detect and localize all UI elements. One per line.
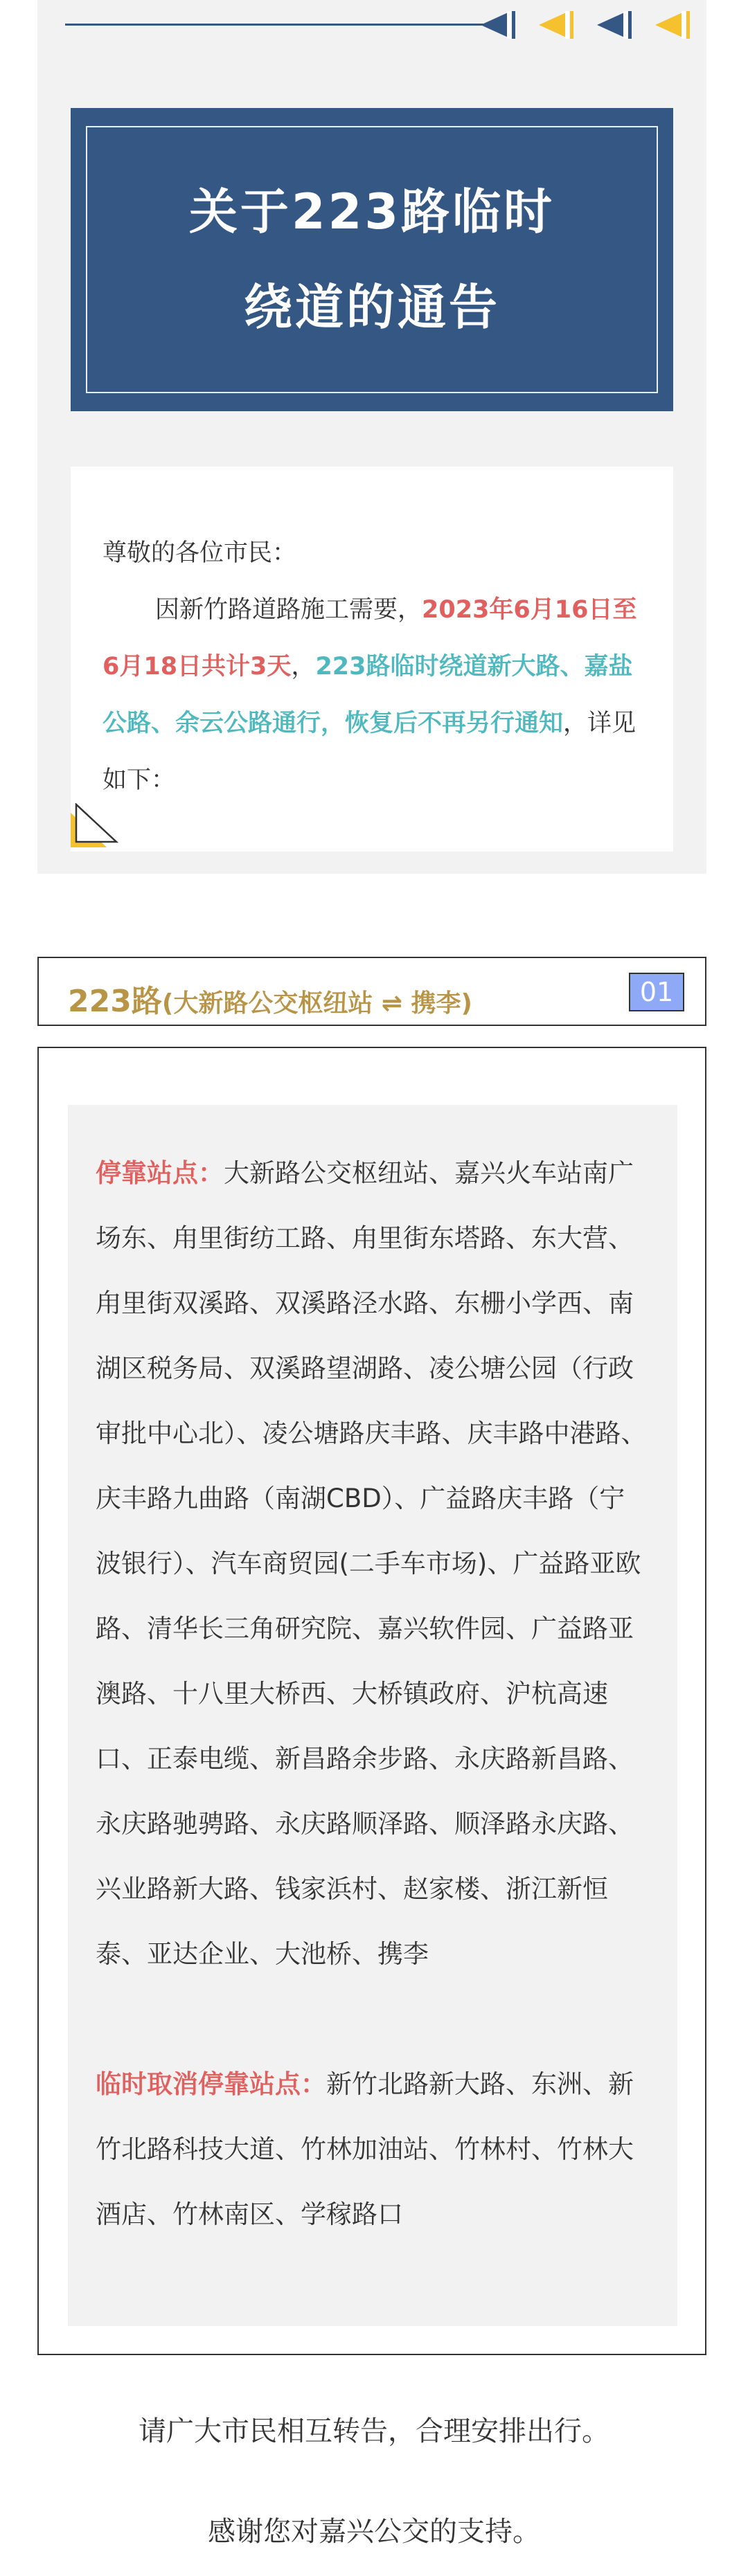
notice-title-line-1: 关于223路临时 xyxy=(188,183,555,240)
header-decoration xyxy=(475,8,697,42)
footer-reminder: 请广大市民相互转告，合理安排出行。 xyxy=(139,2415,609,2447)
route-name: 223路 xyxy=(68,984,162,1019)
stops-text xyxy=(96,1141,650,2247)
intro-text xyxy=(103,525,643,809)
notice-title-frame xyxy=(86,126,658,393)
salutation: 尊敬的各位市民： xyxy=(103,539,297,567)
notice-card xyxy=(37,0,706,874)
intro-comma: ， xyxy=(291,653,316,681)
paragraph-gap xyxy=(96,1987,650,2052)
cancelled-stops-list: 新竹北路新大路、东洲、新竹北路科技大道、竹林加油站、竹林村、竹林大酒店、竹林南区、学稼路口 xyxy=(96,2069,634,2229)
arrow-left-icon xyxy=(481,11,515,39)
cancelled-stops-label: 临时取消停靠站点： xyxy=(96,2069,326,2099)
route-number-badge: 01 xyxy=(629,973,684,1011)
intro-closing: ，详见如下： xyxy=(103,710,636,794)
stops-panel xyxy=(68,1105,677,2326)
detour-dates: 2023年6月16日至6月18日共计3天 xyxy=(103,596,637,681)
header-divider xyxy=(65,24,501,26)
intro-box xyxy=(71,467,673,852)
stop-list-paragraph xyxy=(96,1141,650,1987)
detour-description: 223路临时绕道新大路、嘉盐公路、余云公路通行，恢复后不再另行通知 xyxy=(103,653,633,737)
intro-paragraph xyxy=(103,582,643,809)
stop-list: 大新路公交枢纽站、嘉兴火车站南广场东、甪里街纺工路、甪里街东塔路、东大营、甪里街双溪路、双溪路泾水路、东栅小学西、南湖区税务局、双溪路望湖路、凌公塘公园（行政审批中心北）、凌公塘路庆丰路、庆丰路中港路、庆丰路九曲路（南湖CBD）、广益路庆丰路（宁波银行）、汽车商贸园(二手车市场)、广益路亚欧路、清华长三角研究院、嘉兴软件园、广益路亚澳路、十八里大桥西、大桥镇政府、沪杭高速口、正泰电缆、新昌路余步路、永庆路新昌路、永庆路驰骋路、永庆路顺泽路、顺泽路永庆路、兴业路新大路、钱家浜村、赵家楼、浙江新恒泰、亚达企业、大池桥、携李 xyxy=(96,1158,647,1969)
stops-frame xyxy=(37,1047,706,2355)
cancelled-stops-paragraph xyxy=(96,2052,650,2247)
route-title xyxy=(68,976,472,1020)
footer-thanks: 感谢您对嘉兴公交的支持。 xyxy=(208,2516,540,2548)
arrow-left-icon xyxy=(539,11,573,39)
corner-triangle-icon xyxy=(71,803,123,847)
route-header xyxy=(37,957,706,1026)
notice-title-box xyxy=(71,108,673,411)
arrow-left-icon xyxy=(655,11,690,39)
arrow-left-icon xyxy=(597,11,632,39)
intro-reason: 因新竹路道路施工需要， xyxy=(155,596,422,624)
stop-list-label: 停靠站点： xyxy=(96,1158,224,1188)
notice-title-line-2: 绕道的通告 xyxy=(244,279,500,336)
route-endpoints: (大新路公交枢纽站 ⇌ 携李) xyxy=(161,989,472,1018)
